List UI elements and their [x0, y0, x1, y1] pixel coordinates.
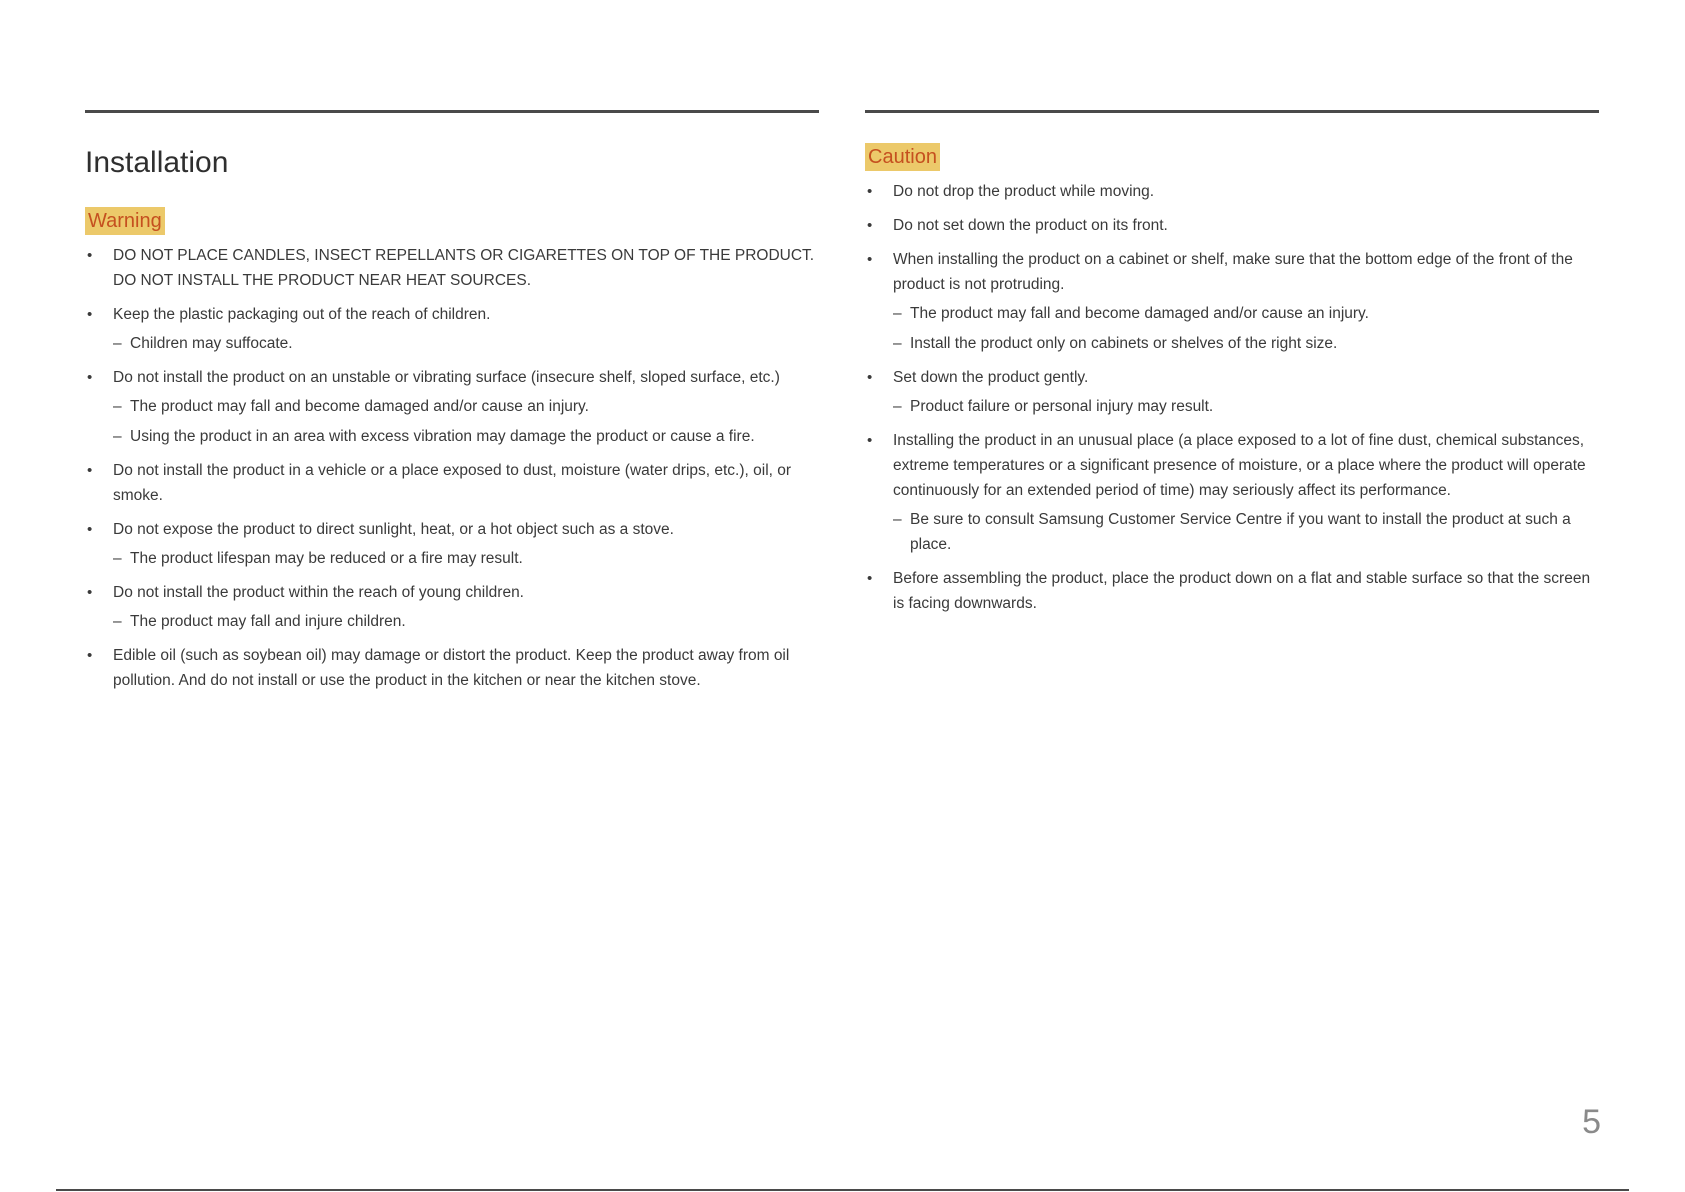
footer-rule — [56, 1189, 1629, 1191]
list-item-text: Keep the plastic packaging out of the reach of children. — [113, 306, 491, 323]
list-item-text: Do not install the product in a vehicle or a place exposed to dust, moisture (water drips, etc.), oil, or smoke. — [113, 462, 792, 504]
sub-list — [893, 301, 1599, 356]
list-item — [865, 213, 1599, 238]
list-item — [85, 643, 819, 693]
list-item — [85, 580, 819, 634]
list-item-text: When installing the product on a cabinet or shelf, make sure that the bottom edge of the front of the product is not protruding. — [893, 251, 1573, 293]
sub-list-item: – Install the product only on cabinets or shelves of the right size. — [893, 331, 1599, 356]
sub-list-item: – The product may fall and become damaged and/or cause an injury. — [893, 301, 1599, 326]
list-item-text: Installing the product in an unusual place (a place exposed to a lot of fine dust, chemical substances, extreme temperatures or a significant presence of moisture, or a place where the product will operate continuously for an extended period of time) may seriously affect its performance. — [893, 432, 1586, 499]
page-number: 5 — [1582, 1103, 1601, 1141]
list-item — [865, 428, 1599, 557]
list-item — [865, 247, 1599, 356]
caution-tag: Caution — [865, 143, 940, 171]
sub-list — [113, 609, 819, 634]
warning-tag: Warning — [85, 207, 165, 235]
list-item-text: DO NOT PLACE CANDLES, INSECT REPELLANTS OR CIGARETTES ON TOP OF THE PRODUCT. DO NOT INSTALL THE PRODUCT NEAR HEAT SOURCES. — [113, 247, 815, 289]
sub-list-item: – Using the product in an area with excess vibration may damage the product or cause a fire. — [113, 424, 819, 449]
list-item-text: Do not expose the product to direct sunlight, heat, or a hot object such as a stove. — [113, 521, 674, 538]
left-column — [85, 110, 819, 702]
sub-list — [113, 546, 819, 571]
list-item — [85, 243, 819, 293]
list-item-text: Do not drop the product while moving. — [893, 183, 1155, 200]
sub-list — [113, 331, 819, 356]
list-item-text: Do not install the product on an unstable or vibrating surface (insecure shelf, sloped surface, etc.) — [113, 369, 780, 386]
sub-list — [893, 394, 1599, 419]
list-item-text: Before assembling the product, place the product down on a flat and stable surface so that the screen is facing downwards. — [893, 570, 1591, 612]
list-item-text: Do not install the product within the reach of young children. — [113, 584, 524, 601]
list-item-text: Do not set down the product on its front. — [893, 217, 1168, 234]
sub-list-item: – Product failure or personal injury may result. — [893, 394, 1599, 419]
list-item — [85, 302, 819, 356]
list-item — [85, 458, 819, 508]
sub-list-item: – The product lifespan may be reduced or a fire may result. — [113, 546, 819, 571]
sub-list — [113, 394, 819, 449]
list-item — [865, 365, 1599, 419]
sub-list-item: – The product may fall and become damaged and/or cause an injury. — [113, 394, 819, 419]
right-column — [865, 110, 1599, 625]
warning-list — [85, 243, 819, 693]
top-rule — [865, 110, 1599, 113]
list-item-text: Edible oil (such as soybean oil) may damage or distort the product. Keep the product away from oil pollution. And do not install or use the product in the kitchen or near the kitchen stove. — [113, 647, 790, 689]
section-title: Installation — [85, 146, 229, 179]
list-item — [85, 365, 819, 449]
sub-list-item: – Be sure to consult Samsung Customer Service Centre if you want to install the product at such a place. — [893, 507, 1599, 557]
sub-list-item: – Children may suffocate. — [113, 331, 819, 356]
list-item — [865, 566, 1599, 616]
list-item-text: Set down the product gently. — [893, 369, 1089, 386]
list-item — [85, 517, 819, 571]
sub-list — [893, 507, 1599, 557]
top-rule — [85, 110, 819, 113]
list-item — [865, 179, 1599, 204]
sub-list-item: – The product may fall and injure children. — [113, 609, 819, 634]
caution-list — [865, 179, 1599, 616]
